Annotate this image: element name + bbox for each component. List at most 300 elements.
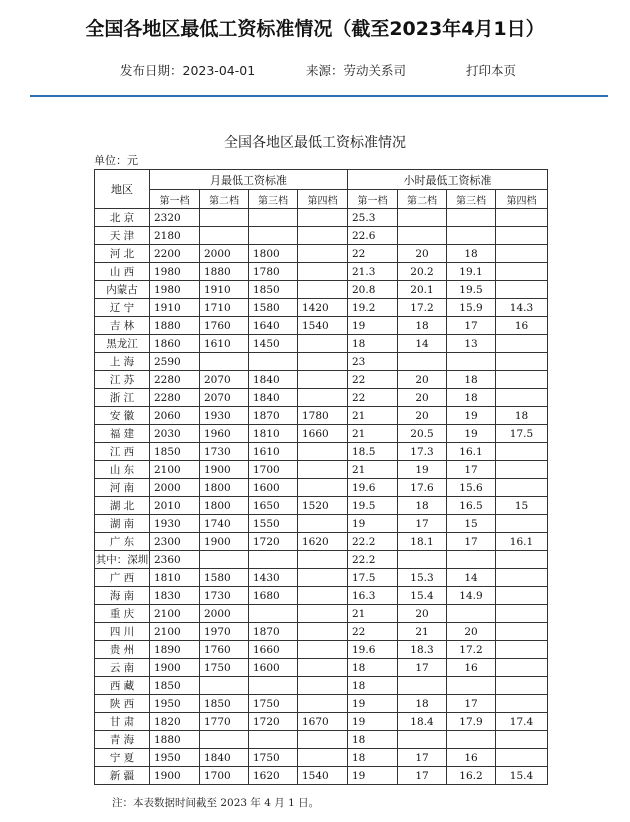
monthly-tier-3-cell: 1610 [249, 443, 298, 461]
monthly-tier-4-cell: 1540 [298, 317, 348, 335]
hourly-tier-4-cell [496, 731, 548, 749]
hourly-tier-1-cell: 18 [348, 677, 398, 695]
monthly-tier-4-cell [298, 659, 348, 677]
table-row [95, 677, 548, 695]
article-meta [0, 61, 630, 79]
hourly-tier-2-cell: 17 [398, 659, 447, 677]
monthly-tier-4-cell: 1420 [298, 299, 348, 317]
table-row [95, 443, 548, 461]
region-cell: 辽 宁 [95, 299, 150, 317]
hourly-tier-2-cell [398, 227, 447, 245]
monthly-tier-4-cell [298, 353, 348, 371]
hourly-tier-3-cell: 17.9 [447, 713, 496, 731]
monthly-tier-3-cell [249, 209, 298, 227]
monthly-tier-4-header: 第四档 [298, 190, 348, 209]
region-cell: 江 西 [95, 443, 150, 461]
hourly-tier-4-cell: 18 [496, 407, 548, 425]
hourly-tier-3-cell [447, 677, 496, 695]
monthly-tier-1-cell: 1950 [150, 749, 200, 767]
monthly-tier-3-cell: 1700 [249, 461, 298, 479]
hourly-tier-4-cell: 15 [496, 497, 548, 515]
region-cell: 黑龙江 [95, 335, 150, 353]
monthly-tier-3-cell [249, 605, 298, 623]
hourly-tier-2-cell [398, 551, 447, 569]
hourly-tier-1-cell: 22 [348, 623, 398, 641]
monthly-tier-1-cell: 2010 [150, 497, 200, 515]
hourly-tier-1-cell: 19 [348, 695, 398, 713]
table-row [95, 767, 548, 785]
monthly-tier-2-cell: 2000 [200, 605, 249, 623]
table-row [95, 497, 548, 515]
monthly-tier-3-cell [249, 677, 298, 695]
hourly-tier-1-cell: 16.3 [348, 587, 398, 605]
monthly-tier-2-cell: 1760 [200, 641, 249, 659]
monthly-tier-3-cell: 1750 [249, 695, 298, 713]
unit-label: 单位：元 [94, 154, 138, 167]
hourly-tier-4-cell [496, 587, 548, 605]
table-row [95, 587, 548, 605]
hourly-tier-3-cell: 17 [447, 533, 496, 551]
hourly-tier-2-cell [398, 677, 447, 695]
hourly-tier-3-cell: 20 [447, 623, 496, 641]
monthly-tier-4-cell [298, 245, 348, 263]
monthly-tier-1-cell: 1910 [150, 299, 200, 317]
hourly-tier-4-cell [496, 281, 548, 299]
hourly-tier-1-cell: 22 [348, 245, 398, 263]
hourly-tier-4-cell [496, 641, 548, 659]
hourly-tier-2-cell: 18.4 [398, 713, 447, 731]
hourly-tier-1-cell: 25.3 [348, 209, 398, 227]
hourly-tier-3-cell: 15 [447, 515, 496, 533]
monthly-tier-4-cell [298, 587, 348, 605]
region-cell: 河 北 [95, 245, 150, 263]
hourly-tier-2-cell: 20 [398, 605, 447, 623]
monthly-tier-3-cell: 1800 [249, 245, 298, 263]
hourly-tier-4-cell [496, 623, 548, 641]
table-row [95, 407, 548, 425]
region-cell: 重 庆 [95, 605, 150, 623]
hourly-tier-2-cell: 20.1 [398, 281, 447, 299]
hourly-tier-3-cell [447, 551, 496, 569]
table-row [95, 515, 548, 533]
monthly-tier-3-cell [249, 227, 298, 245]
monthly-tier-4-cell [298, 695, 348, 713]
monthly-tier-4-cell: 1660 [298, 425, 348, 443]
hourly-tier-2-cell: 14 [398, 335, 447, 353]
monthly-tier-2-cell: 1900 [200, 533, 249, 551]
monthly-tier-4-cell [298, 623, 348, 641]
hourly-tier-3-cell: 18 [447, 389, 496, 407]
hourly-tier-3-cell: 18 [447, 371, 496, 389]
table-row [95, 263, 548, 281]
monthly-tier-1-cell: 1820 [150, 713, 200, 731]
region-cell: 广 西 [95, 569, 150, 587]
hourly-tier-2-cell: 21 [398, 623, 447, 641]
region-cell: 其中：深圳 [95, 551, 150, 569]
hourly-tier-1-cell: 20.8 [348, 281, 398, 299]
page-title: 全国各地区最低工资标准情况（截至2023年4月1日） [85, 18, 545, 40]
monthly-tier-1-cell: 2060 [150, 407, 200, 425]
monthly-tier-2-cell: 1910 [200, 281, 249, 299]
hourly-tier-3-cell: 15.6 [447, 479, 496, 497]
monthly-tier-3-cell: 1550 [249, 515, 298, 533]
monthly-tier-3-header: 第三档 [249, 190, 298, 209]
monthly-tier-2-cell: 1930 [200, 407, 249, 425]
hourly-tier-2-cell: 17 [398, 515, 447, 533]
hourly-tier-3-cell: 19.5 [447, 281, 496, 299]
hourly-tier-4-cell [496, 263, 548, 281]
monthly-tier-2-cell: 1970 [200, 623, 249, 641]
monthly-tier-1-cell: 1890 [150, 641, 200, 659]
hourly-tier-1-cell: 21 [348, 425, 398, 443]
hourly-tier-1-cell: 23 [348, 353, 398, 371]
table-row [95, 389, 548, 407]
monthly-tier-1-header: 第一档 [150, 190, 200, 209]
hourly-tier-4-cell [496, 605, 548, 623]
region-cell: 山 东 [95, 461, 150, 479]
hourly-tier-2-cell [398, 209, 447, 227]
hourly-tier-2-cell [398, 353, 447, 371]
monthly-tier-1-cell: 2180 [150, 227, 200, 245]
monthly-tier-1-cell: 2280 [150, 389, 200, 407]
monthly-tier-2-cell: 1800 [200, 479, 249, 497]
hourly-tier-2-cell: 18 [398, 317, 447, 335]
monthly-tier-2-cell: 1800 [200, 497, 249, 515]
monthly-tier-2-cell: 2000 [200, 245, 249, 263]
monthly-tier-3-cell: 1750 [249, 749, 298, 767]
hourly-tier-3-cell: 19 [447, 425, 496, 443]
region-cell: 新 疆 [95, 767, 150, 785]
monthly-tier-1-cell: 2360 [150, 551, 200, 569]
hourly-tier-1-cell: 22.6 [348, 227, 398, 245]
monthly-tier-3-cell: 1580 [249, 299, 298, 317]
hourly-tier-4-cell [496, 677, 548, 695]
hourly-tier-1-cell: 18.5 [348, 443, 398, 461]
hourly-tier-4-cell [496, 443, 548, 461]
monthly-tier-1-cell: 1850 [150, 443, 200, 461]
region-cell: 安 徽 [95, 407, 150, 425]
hourly-tier-2-cell: 18.3 [398, 641, 447, 659]
hourly-tier-4-cell: 16 [496, 317, 548, 335]
hourly-tier-4-cell [496, 353, 548, 371]
monthly-tier-1-cell: 1850 [150, 677, 200, 695]
hourly-tier-4-cell [496, 569, 548, 587]
hourly-tier-3-cell [447, 353, 496, 371]
region-cell: 湖 北 [95, 497, 150, 515]
region-cell: 河 南 [95, 479, 150, 497]
region-cell: 福 建 [95, 425, 150, 443]
hourly-tier-4-cell [496, 461, 548, 479]
table-row [95, 695, 548, 713]
monthly-tier-4-cell [298, 335, 348, 353]
monthly-tier-2-cell: 1700 [200, 767, 249, 785]
monthly-tier-4-cell: 1520 [298, 497, 348, 515]
monthly-tier-1-cell: 2200 [150, 245, 200, 263]
region-cell: 甘 肃 [95, 713, 150, 731]
hourly-tier-2-cell: 15.3 [398, 569, 447, 587]
monthly-tier-1-cell: 1950 [150, 695, 200, 713]
monthly-tier-2-cell: 2070 [200, 389, 249, 407]
hourly-tier-1-cell: 22 [348, 371, 398, 389]
monthly-tier-4-cell [298, 479, 348, 497]
monthly-tier-2-cell: 1960 [200, 425, 249, 443]
monthly-tier-3-cell: 1680 [249, 587, 298, 605]
monthly-tier-4-cell: 1780 [298, 407, 348, 425]
region-header: 地区 [95, 170, 150, 209]
monthly-tier-3-cell: 1450 [249, 335, 298, 353]
hourly-tier-4-cell [496, 389, 548, 407]
hourly-tier-4-cell: 14.3 [496, 299, 548, 317]
hourly-tier-1-cell: 19 [348, 767, 398, 785]
hourly-tier-1-cell: 21.3 [348, 263, 398, 281]
monthly-tier-1-cell: 1980 [150, 263, 200, 281]
monthly-tier-3-cell [249, 731, 298, 749]
table-row [95, 353, 548, 371]
region-cell: 广 东 [95, 533, 150, 551]
document-title: 全国各地区最低工资标准情况 [224, 135, 406, 151]
hourly-tier-1-cell: 22.2 [348, 551, 398, 569]
hourly-tier-4-cell: 15.4 [496, 767, 548, 785]
monthly-tier-2-header: 第二档 [200, 190, 249, 209]
table-row [95, 731, 548, 749]
monthly-tier-1-cell: 2100 [150, 605, 200, 623]
hourly-tier-4-cell [496, 695, 548, 713]
hourly-tier-3-cell: 16.1 [447, 443, 496, 461]
monthly-tier-4-cell [298, 677, 348, 695]
hourly-tier-3-cell [447, 731, 496, 749]
monthly-tier-3-cell: 1840 [249, 389, 298, 407]
region-cell: 内蒙古 [95, 281, 150, 299]
hourly-tier-1-cell: 19.6 [348, 479, 398, 497]
hourly-tier-3-cell [447, 209, 496, 227]
title-divider [30, 95, 608, 97]
hourly-tier-1-cell: 21 [348, 461, 398, 479]
monthly-tier-3-cell: 1850 [249, 281, 298, 299]
hourly-tier-4-cell: 17.4 [496, 713, 548, 731]
monthly-tier-2-cell: 1900 [200, 461, 249, 479]
monthly-tier-3-cell: 1870 [249, 407, 298, 425]
hourly-tier-2-cell: 20.5 [398, 425, 447, 443]
table-row [95, 461, 548, 479]
hourly-tier-3-cell: 17 [447, 695, 496, 713]
hourly-tier-2-cell: 17.3 [398, 443, 447, 461]
table-row [95, 551, 548, 569]
hourly-tier-4-cell [496, 227, 548, 245]
monthly-tier-4-cell [298, 209, 348, 227]
monthly-tier-3-cell: 1660 [249, 641, 298, 659]
monthly-tier-1-cell: 1880 [150, 731, 200, 749]
monthly-tier-1-cell: 1900 [150, 767, 200, 785]
hourly-tier-4-cell [496, 371, 548, 389]
monthly-tier-4-cell: 1670 [298, 713, 348, 731]
hourly-tier-2-cell: 17 [398, 749, 447, 767]
monthly-tier-3-cell: 1600 [249, 479, 298, 497]
hourly-tier-1-cell: 21 [348, 605, 398, 623]
monthly-tier-4-cell [298, 569, 348, 587]
hourly-tier-3-cell: 16 [447, 659, 496, 677]
monthly-tier-4-cell [298, 551, 348, 569]
hourly-tier-3-cell: 19.1 [447, 263, 496, 281]
hourly-tier-2-cell: 20 [398, 389, 447, 407]
hourly-tier-3-cell: 14.9 [447, 587, 496, 605]
monthly-tier-1-cell: 2280 [150, 371, 200, 389]
hourly-wage-header: 小时最低工资标准 [348, 170, 548, 190]
hourly-tier-1-cell: 18 [348, 659, 398, 677]
monthly-tier-2-cell: 1850 [200, 695, 249, 713]
monthly-tier-4-cell [298, 389, 348, 407]
region-cell: 上 海 [95, 353, 150, 371]
monthly-tier-1-cell: 2030 [150, 425, 200, 443]
hourly-tier-2-cell: 20.2 [398, 263, 447, 281]
monthly-tier-2-cell [200, 551, 249, 569]
monthly-tier-1-cell: 2590 [150, 353, 200, 371]
monthly-tier-3-cell: 1780 [249, 263, 298, 281]
hourly-tier-2-cell: 20 [398, 407, 447, 425]
monthly-tier-4-cell [298, 641, 348, 659]
monthly-tier-3-cell: 1720 [249, 713, 298, 731]
hourly-tier-1-cell: 19.2 [348, 299, 398, 317]
region-cell: 浙 江 [95, 389, 150, 407]
region-cell: 贵 州 [95, 641, 150, 659]
monthly-tier-1-cell: 2100 [150, 461, 200, 479]
hourly-tier-2-header: 第二档 [398, 190, 447, 209]
monthly-tier-3-cell: 1600 [249, 659, 298, 677]
region-cell: 江 苏 [95, 371, 150, 389]
monthly-tier-3-cell [249, 551, 298, 569]
hourly-tier-1-header: 第一档 [348, 190, 398, 209]
table-row [95, 371, 548, 389]
hourly-tier-4-cell [496, 749, 548, 767]
monthly-tier-4-cell [298, 227, 348, 245]
hourly-tier-3-cell [447, 605, 496, 623]
table-row [95, 281, 548, 299]
table-row [95, 749, 548, 767]
monthly-tier-2-cell: 1610 [200, 335, 249, 353]
hourly-tier-3-cell: 17 [447, 317, 496, 335]
hourly-tier-4-cell [496, 551, 548, 569]
print-page-link[interactable]: 打印本页 [466, 63, 517, 78]
hourly-tier-4-cell [496, 515, 548, 533]
table-row [95, 479, 548, 497]
hourly-tier-1-cell: 18 [348, 749, 398, 767]
region-cell: 云 南 [95, 659, 150, 677]
monthly-tier-1-cell: 1880 [150, 317, 200, 335]
monthly-tier-4-cell [298, 749, 348, 767]
hourly-tier-4-cell [496, 335, 548, 353]
monthly-tier-4-cell: 1620 [298, 533, 348, 551]
hourly-tier-4-cell: 17.5 [496, 425, 548, 443]
hourly-tier-3-cell: 17.2 [447, 641, 496, 659]
monthly-tier-4-cell [298, 515, 348, 533]
hourly-tier-2-cell: 17 [398, 767, 447, 785]
table-row [95, 335, 548, 353]
monthly-tier-2-cell: 1710 [200, 299, 249, 317]
monthly-tier-1-cell: 1980 [150, 281, 200, 299]
table-row [95, 713, 548, 731]
monthly-tier-1-cell: 2320 [150, 209, 200, 227]
table-row [95, 209, 548, 227]
region-cell: 吉 林 [95, 317, 150, 335]
monthly-tier-1-cell: 2300 [150, 533, 200, 551]
monthly-tier-2-cell: 1750 [200, 659, 249, 677]
hourly-tier-1-cell: 22.2 [348, 533, 398, 551]
hourly-tier-4-header: 第四档 [496, 190, 548, 209]
monthly-tier-3-cell: 1620 [249, 767, 298, 785]
hourly-tier-1-cell: 18 [348, 731, 398, 749]
hourly-tier-1-cell: 21 [348, 407, 398, 425]
table-row [95, 659, 548, 677]
table-row [95, 569, 548, 587]
monthly-tier-2-cell [200, 227, 249, 245]
monthly-tier-3-cell: 1840 [249, 371, 298, 389]
monthly-tier-4-cell [298, 731, 348, 749]
hourly-tier-2-cell: 18 [398, 497, 447, 515]
monthly-tier-3-cell: 1720 [249, 533, 298, 551]
monthly-tier-1-cell: 2100 [150, 623, 200, 641]
hourly-tier-3-cell [447, 227, 496, 245]
hourly-tier-4-cell [496, 479, 548, 497]
monthly-tier-2-cell: 1880 [200, 263, 249, 281]
monthly-tier-1-cell: 1830 [150, 587, 200, 605]
monthly-tier-2-cell: 1770 [200, 713, 249, 731]
region-cell: 陕 西 [95, 695, 150, 713]
hourly-tier-2-cell: 18.1 [398, 533, 447, 551]
table-row [95, 317, 548, 335]
table-row [95, 245, 548, 263]
hourly-tier-4-cell [496, 659, 548, 677]
hourly-tier-2-cell: 17.2 [398, 299, 447, 317]
tier-header-row [95, 190, 548, 209]
region-cell: 青 海 [95, 731, 150, 749]
monthly-tier-2-cell: 1730 [200, 587, 249, 605]
hourly-tier-1-cell: 22 [348, 389, 398, 407]
monthly-tier-4-cell [298, 371, 348, 389]
monthly-tier-4-cell [298, 263, 348, 281]
hourly-tier-2-cell: 20 [398, 371, 447, 389]
monthly-tier-1-cell: 1930 [150, 515, 200, 533]
monthly-wage-header: 月最低工资标准 [150, 170, 348, 190]
monthly-tier-1-cell: 1900 [150, 659, 200, 677]
monthly-tier-3-cell: 1640 [249, 317, 298, 335]
hourly-tier-4-cell [496, 209, 548, 227]
hourly-tier-3-header: 第三档 [447, 190, 496, 209]
hourly-tier-1-cell: 19.5 [348, 497, 398, 515]
table-row [95, 227, 548, 245]
region-cell: 四 川 [95, 623, 150, 641]
hourly-tier-3-cell: 14 [447, 569, 496, 587]
table-row [95, 299, 548, 317]
region-cell: 宁 夏 [95, 749, 150, 767]
monthly-tier-2-cell [200, 731, 249, 749]
hourly-tier-2-cell: 19 [398, 461, 447, 479]
hourly-tier-3-cell: 17 [447, 461, 496, 479]
monthly-tier-4-cell [298, 443, 348, 461]
monthly-tier-2-cell: 1740 [200, 515, 249, 533]
monthly-tier-2-cell [200, 353, 249, 371]
hourly-tier-1-cell: 17.5 [348, 569, 398, 587]
monthly-tier-2-cell: 2070 [200, 371, 249, 389]
hourly-tier-2-cell: 20 [398, 245, 447, 263]
monthly-tier-3-cell: 1870 [249, 623, 298, 641]
monthly-tier-4-cell [298, 461, 348, 479]
hourly-tier-2-cell: 17.6 [398, 479, 447, 497]
monthly-tier-2-cell: 1580 [200, 569, 249, 587]
region-cell: 海 南 [95, 587, 150, 605]
hourly-tier-3-cell: 16 [447, 749, 496, 767]
table-body [95, 209, 548, 785]
hourly-tier-3-cell: 15.9 [447, 299, 496, 317]
region-cell: 西 藏 [95, 677, 150, 695]
